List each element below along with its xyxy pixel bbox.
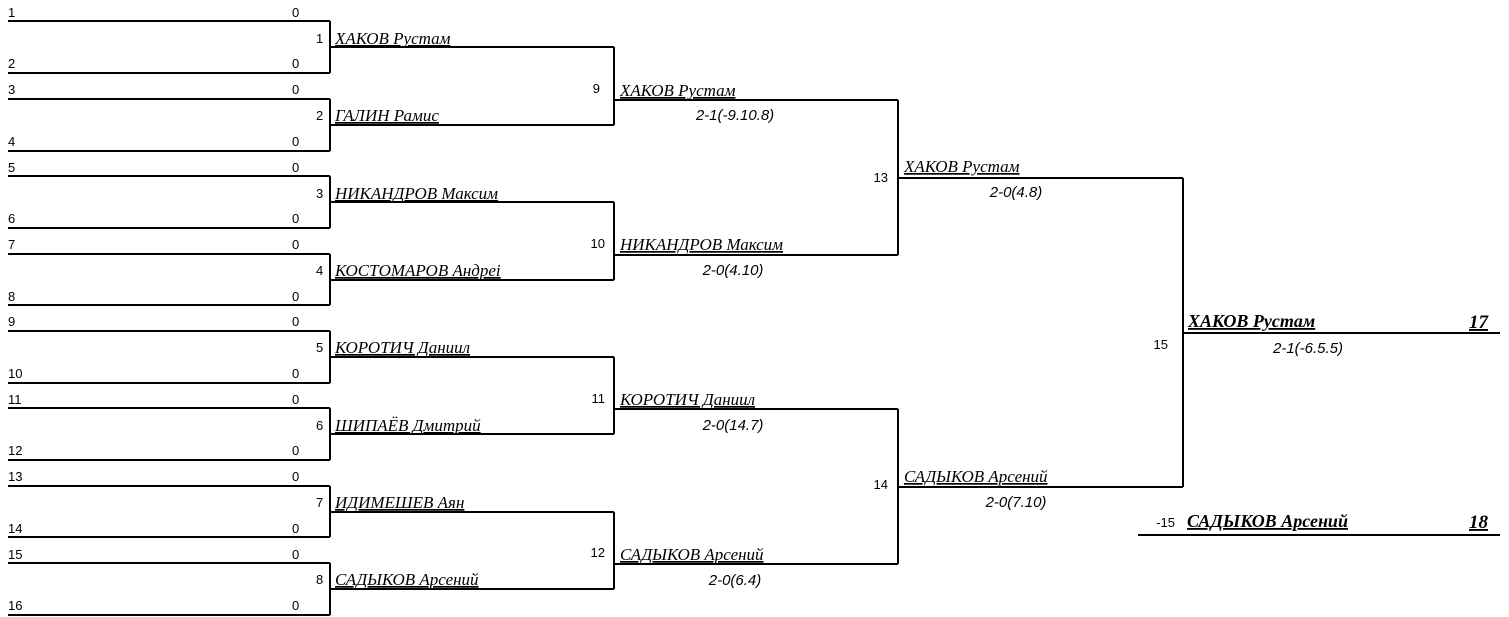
round1-winner-name: ШИПАЁВ Дмитрий [335, 416, 481, 435]
seed-number: 2 [8, 56, 16, 71]
match-number: 9 [592, 81, 600, 96]
match-score: 2-0(14.7) [702, 417, 764, 434]
match-number: 11 [591, 391, 605, 406]
seed-number: 1 [8, 5, 16, 20]
match-number: 10 [590, 236, 605, 251]
round2-winner-name: ХАКОВ Рустам [620, 81, 736, 100]
seed-score: 0 [292, 56, 300, 71]
round1-winner-name: САДЫКОВ Арсений [335, 570, 479, 589]
seed-number: 9 [8, 314, 16, 329]
seed-number: 5 [8, 160, 16, 175]
round2-winner-name: НИКАНДРОВ Максим [620, 235, 784, 254]
bracket-labels [8, 5, 1490, 613]
seed-score: 0 [292, 469, 300, 484]
final-score: 2-1(-6.5.5) [1272, 340, 1344, 357]
seed-score: 0 [292, 443, 300, 458]
match-number: -15 [1156, 515, 1175, 530]
match-number: 14 [873, 477, 888, 492]
round1-winner-name: ИДИМЕШЕВ Аян [335, 493, 465, 512]
champion-name: ХАКОВ Рустам [1188, 311, 1316, 331]
round3-winner-name: ХАКОВ Рустам [904, 157, 1020, 176]
match-number: 15 [1153, 337, 1168, 352]
match-number: 1 [316, 31, 324, 46]
seed-number: 16 [8, 598, 23, 613]
champion-place: 17 [1469, 312, 1488, 333]
match-number: 8 [316, 572, 324, 587]
round1-winner-name: ГАЛИН Рамис [335, 106, 439, 125]
match-number: 3 [316, 186, 324, 201]
seed-score: 0 [292, 82, 300, 97]
seed-score: 0 [292, 392, 300, 407]
match-score: 2-1(-9.10.8) [695, 107, 775, 124]
match-number: 4 [316, 263, 324, 278]
match-number: 6 [316, 418, 324, 433]
round1-winner-name: ХАКОВ Рустам [335, 29, 451, 48]
round2-winner-name: САДЫКОВ Арсений [620, 545, 764, 564]
round3-winner-name: САДЫКОВ Арсений [904, 467, 1048, 486]
runner-up-name: САДЫКОВ Арсений [1187, 511, 1348, 531]
round2-winner-name: КОРОТИЧ Даниил [620, 390, 756, 409]
seed-score: 0 [292, 598, 300, 613]
seed-score: 0 [292, 237, 300, 252]
match-number: 7 [316, 495, 324, 510]
seed-number: 12 [8, 443, 23, 458]
match-number: 12 [590, 545, 605, 560]
match-score: 2-0(6.4) [708, 572, 762, 589]
seed-number: 3 [8, 82, 16, 97]
seed-number: 8 [8, 289, 16, 304]
runner-up-place: 18 [1469, 512, 1488, 533]
match-number: 2 [316, 108, 324, 123]
match-score: 2-0(4.8) [989, 184, 1043, 201]
seed-number: 6 [8, 211, 16, 226]
seed-number: 13 [8, 469, 23, 484]
round1-winner-name: НИКАНДРОВ Максим [335, 184, 499, 203]
match-number: 13 [873, 170, 888, 185]
seed-score: 0 [292, 314, 300, 329]
seed-number: 11 [8, 392, 22, 407]
round1-winner-name: КОСТОМАРОВ Андреі [335, 261, 501, 280]
match-number: 5 [316, 340, 324, 355]
seed-score: 0 [292, 521, 300, 536]
seed-number: 14 [8, 521, 23, 536]
seed-number: 4 [8, 134, 16, 149]
seed-score: 0 [292, 5, 300, 20]
match-score: 2-0(4.10) [702, 262, 764, 279]
match-score: 2-0(7.10) [985, 494, 1047, 511]
seed-score: 0 [292, 134, 300, 149]
seed-number: 10 [8, 366, 23, 381]
seed-score: 0 [292, 160, 300, 175]
seed-score: 0 [292, 547, 300, 562]
seed-score: 0 [292, 211, 300, 226]
seed-score: 0 [292, 366, 300, 381]
seed-score: 0 [292, 289, 300, 304]
round1-winner-name: КОРОТИЧ Даниил [335, 338, 471, 357]
seed-number: 7 [8, 237, 16, 252]
seed-number: 15 [8, 547, 23, 562]
